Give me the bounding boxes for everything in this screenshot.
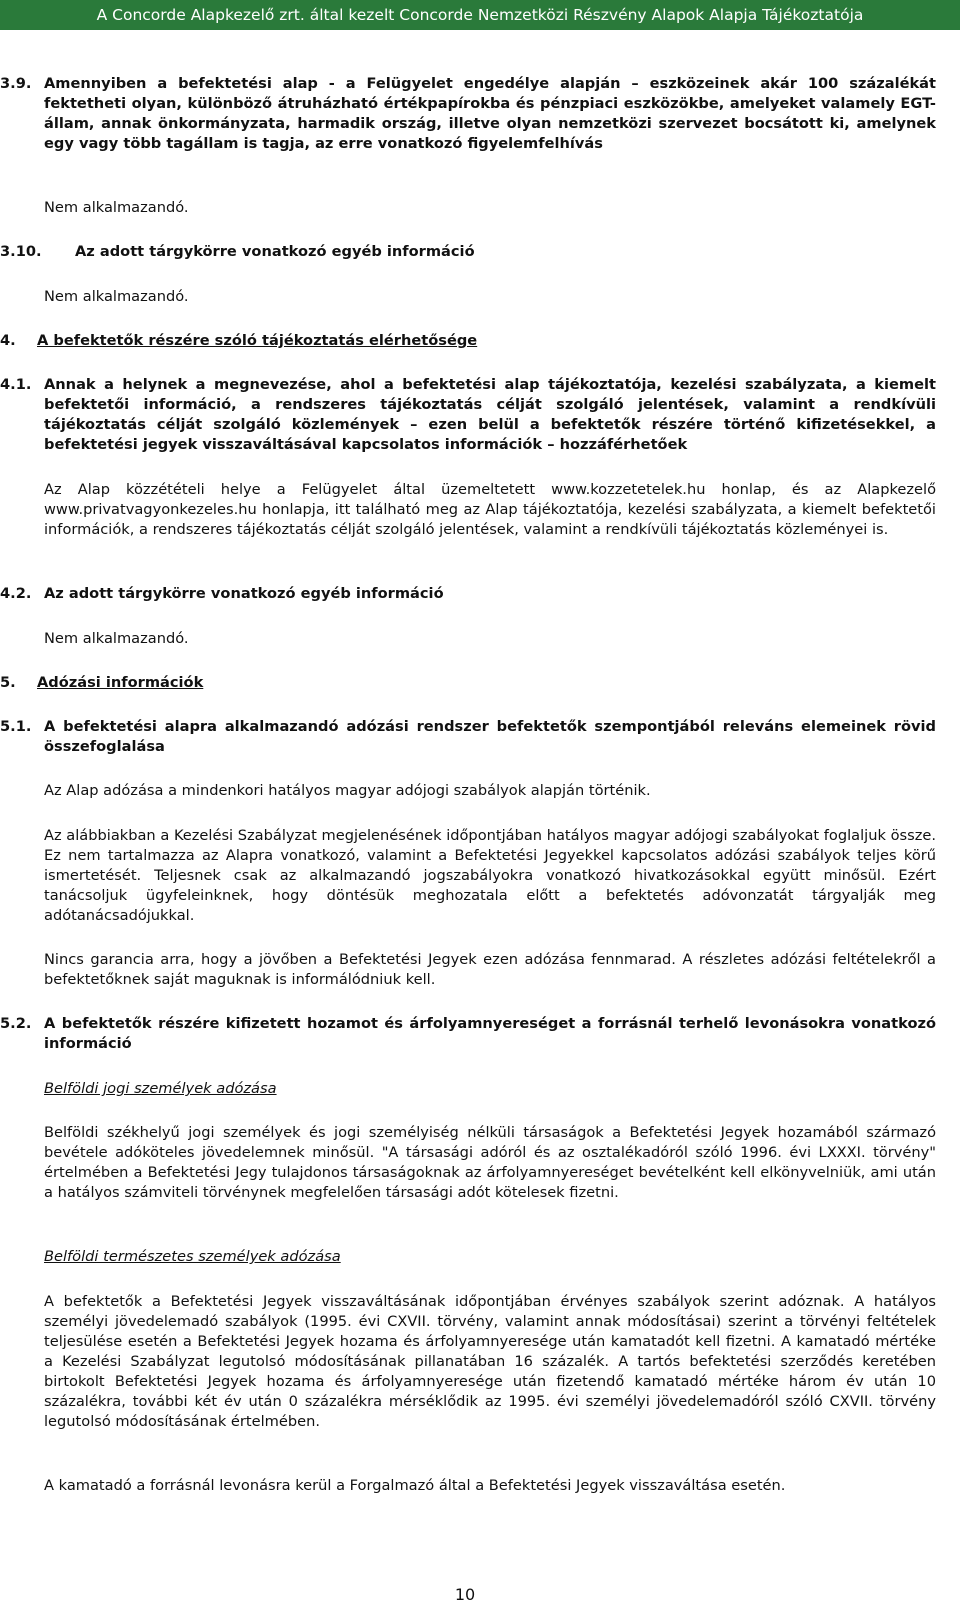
section-title: Az adott tárgykörre vonatkozó egyéb információ bbox=[75, 243, 475, 260]
section-title: A befektetési alapra alkalmazandó adózási rendszer befektetők szempontjából releváns elemeinek rövid összefoglalása bbox=[44, 718, 936, 755]
section-3-10-body: Nem alkalmazandó. bbox=[44, 288, 189, 305]
section-title: Az adott tárgykörre vonatkozó egyéb információ bbox=[44, 585, 444, 602]
section-number: 4.2. bbox=[0, 585, 32, 602]
page-number: 10 bbox=[454, 1585, 476, 1604]
section-5-2-heading bbox=[0, 1014, 936, 1054]
section-4-1-body: Az Alap közzétételi helye a Felügyelet által üzemeltetett www.kozzetetelek.hu honlap, és az Alapkezelő www.privatvagyonkezeles.hu honlapja, itt található meg az Alap tájékoztatója, kezelési szabályzata, a kiemelt befektetői információk, a rendszeres tájékoztatás célját szolgáló jelentések, valamint a rendkívüli tájékoztatás közleményei is. bbox=[44, 481, 936, 538]
section-number: 4. bbox=[0, 332, 16, 349]
subheading-legal-entities: Belföldi jogi személyek adózása bbox=[44, 1080, 277, 1097]
section-title: Amennyiben a befektetési alap - a Felügyelet engedélye alapján – eszközeinek akár 100 százalékát fektetheti olyan, különböző átruházható értékpapírokba és pénzpiaci eszközökbe, amelyeket valamely EGT-állam, annak önkormányzata, harmadik ország, illetve olyan nemzetközi szervezet bocsátott ki, amelynek egy vagy több tagállam is tagja, az erre vonatkozó figyelemfelhívás bbox=[44, 75, 936, 152]
section-4-2-body: Nem alkalmazandó. bbox=[44, 630, 189, 647]
section-number: 5.2. bbox=[0, 1015, 32, 1032]
section-title: A befektetők részére kifizetett hozamot és árfolyamnyereséget a forrásnál terhelő levonásokra vonatkozó információ bbox=[44, 1015, 936, 1052]
section-3-9-heading bbox=[0, 74, 936, 154]
header-title: A Concorde Alapkezelő zrt. által kezelt Concorde Nemzetközi Részvény Alapok Alapja Tájékoztatója bbox=[96, 6, 864, 24]
section-5-2-paragraph-3: A kamatadó a forrásnál levonásra kerül a Forgalmazó által a Befektetési Jegyek visszaváltása esetén. bbox=[44, 1477, 786, 1494]
section-5-1-paragraph-3: Nincs garancia arra, hogy a jövőben a Befektetési Jegyek ezen adózása fennmarad. A részletes adózási feltételekről a befektetőknek saját maguknak is informálódniuk kell. bbox=[44, 951, 936, 988]
page-header bbox=[0, 0, 960, 30]
section-5-heading bbox=[0, 673, 936, 693]
section-number: 4.1. bbox=[0, 376, 32, 393]
section-5-1-paragraph-2: Az alábbiakban a Kezelési Szabályzat megjelenésének időpontjában hatályos magyar adójogi szabályokat foglaljuk össze. Ez nem tartalmazza az Alapra vonatkozó, valamint a Befektetési Jegyekkel kapcsolatos adózási szabályok teljes körű ismertetését. Teljesnek csak az alkalmazandó jogszabályokra vonatkozó hivatkozásokkal együtt minősül. Ezért tanácsoljuk ügyfeleinknek, hogy döntésük meghozatala előtt a befektetés adóvonzatát tárgyalják meg adótanácsadójukkal. bbox=[44, 827, 936, 924]
section-number: 5. bbox=[0, 674, 16, 691]
section-4-1-heading bbox=[0, 375, 936, 455]
section-5-1-heading bbox=[0, 717, 936, 757]
section-3-9-body: Nem alkalmazandó. bbox=[44, 199, 189, 216]
section-5-2-paragraph-2: A befektetők a Befektetési Jegyek visszaváltásának időpontjában érvényes szabályok szerint adóznak. A hatályos személyi jövedelemadó szabályok (1995. évi CXVII. törvény, valamint annak módosításai) szerint a törvényi feltételek teljesülése esetén a Befektetési Jegyek hozama és árfolyamnyeresége után kamatadót kell fizetni. A kamatadó mértéke a Kezelési Szabályzat legutolsó módosításának pillanatában 16 százalék. A tartós befektetési szerződés keretében birtokolt Befektetési Jegyek hozama és árfolyamnyeresége után fizetendő kamatadó mértéke három év után 10 százalékra, további két év után 0 százalékra mérséklődik az 1995. évi személyi jövedelemadóról szóló CXVII. törvény legutolsó módosításának értelmében. bbox=[44, 1293, 936, 1430]
section-4-heading bbox=[0, 331, 936, 351]
section-5-1-paragraph-1: Az Alap adózása a mindenkori hatályos magyar adójogi szabályok alapján történik. bbox=[44, 782, 651, 799]
section-title: Annak a helynek a megnevezése, ahol a befektetési alap tájékoztatója, kezelési szabályzata, a kiemelt befektetői információ, a rendszeres tájékoztatás célját szolgáló jelentések, valamint a rendkívüli tájékoztatás célját szolgáló közlemények – ezen belül a befektetők részére történő kifizetésekkel, a befektetési jegyek visszaváltásával kapcsolatos információk – hozzáférhetőek bbox=[44, 376, 936, 453]
section-title: Adózási információk bbox=[37, 674, 204, 691]
section-4-2-heading bbox=[0, 584, 936, 604]
section-3-10-heading bbox=[0, 242, 936, 262]
section-5-2-paragraph-1: Belföldi székhelyű jogi személyek és jogi személyiség nélküli társaságok a Befektetési Jegyek hozamából származó bevétele adóköteles jövedelemnek minősül. "A társasági adóról és az osztalékadóról szóló 1996. évi LXXXI. törvény" értelmében a Befektetési Jegy tulajdonos társaságoknak az árfolyamnyereséget bevételként kell elkönyvelniük, ami után a hatályos számviteli törvénynek megfelelően társasági adót kötelesek fizetni. bbox=[44, 1124, 936, 1201]
subheading-natural-persons: Belföldi természetes személyek adózása bbox=[44, 1248, 341, 1265]
section-number: 5.1. bbox=[0, 718, 32, 735]
section-number: 3.10. bbox=[0, 243, 42, 260]
section-title: A befektetők részére szóló tájékoztatás elérhetősége bbox=[37, 332, 478, 349]
section-number: 3.9. bbox=[0, 75, 32, 92]
